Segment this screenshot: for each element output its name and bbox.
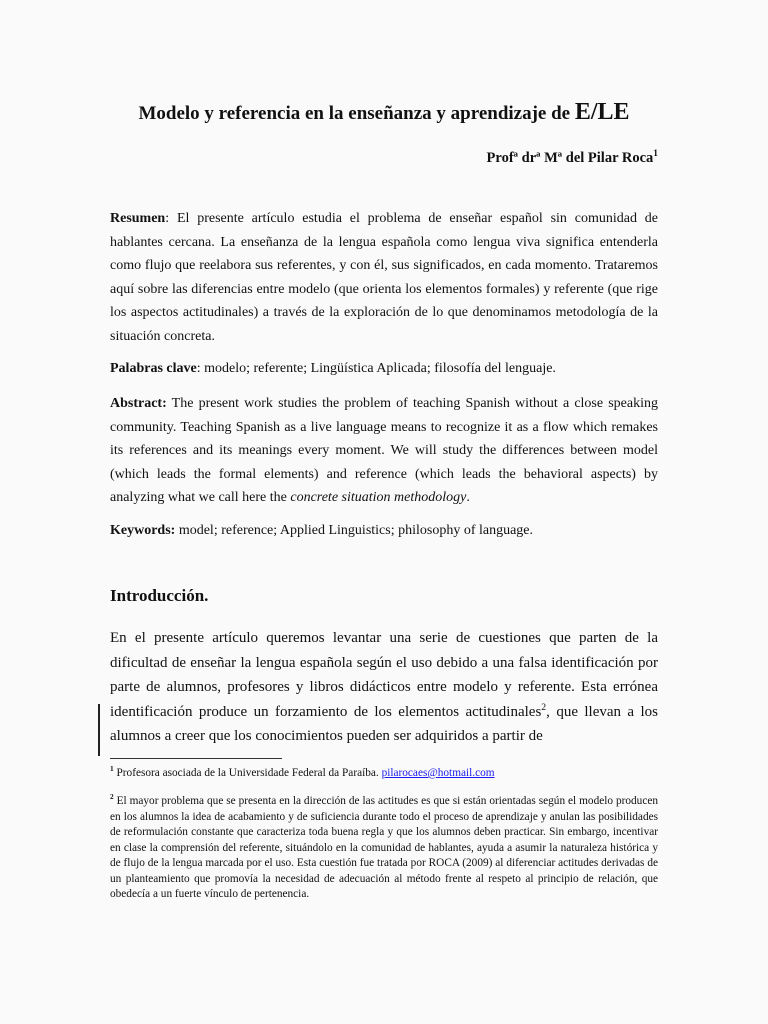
footnote-1-email-link[interactable]: pilarocaes@hotmail.com xyxy=(381,767,495,779)
section-heading-introduccion: Introducción. xyxy=(110,586,209,605)
palabras-clave-label: Palabras clave xyxy=(110,361,197,376)
footnote-separator xyxy=(110,758,282,759)
revision-bar xyxy=(98,704,100,756)
author-name: Profª drª Mª del Pilar Roca xyxy=(486,150,654,166)
intro-footnote-mark: 2 xyxy=(541,701,547,713)
palabras-clave-paragraph xyxy=(110,357,658,381)
abstract-paragraph xyxy=(110,392,658,510)
footnote-1-text: Profesora asociada de la Universidade Federal da Paraíba. xyxy=(113,767,382,779)
author-line xyxy=(487,150,658,167)
abstract-italic-term: concrete situation methodology xyxy=(290,490,467,505)
footnote-1-mark: 1 xyxy=(110,764,114,774)
footnote-2-text: El mayor problema que se presenta en la dirección de las actitudes es que si están orientadas según el modelo producen en los alumnos la idea de acabamiento y de suficiencia durante todo el proceso de aprendizaje y anulan las posibilidades de reformulación constante que caracteriza toda buena regla y que los alumnos deben practicar. Sin embargo, incentivar en clase la comprensión del referente, situándolo en la comunidad de hablantes, ayuda a asumir la naturaleza histórica y de flujo de la lengua marcada por el uso. Esta cuestión fue tratada por ROCA (2009) al diferenciar actitudes derivadas de un planteamiento que promovía la necesidad de adecuación al método frente al respeto al principio de relación, que obedecía a un fuerte vínculo de pertenencia. xyxy=(110,795,658,900)
intro-text-a: En el presente artículo queremos levantar una serie de cuestiones que parten de la dificultad de enseñar la lengua española según el uso debido a una falsa identificación por parte de alumnos, profesores y libros didácticos entre modelo y referente. Esta errónea identificación produce un forzamiento de los elementos actitudinales xyxy=(110,630,658,720)
footnote-2 xyxy=(110,794,658,903)
palabras-clave-text: : modelo; referente; Lingüística Aplicada; filosofía del lenguaje. xyxy=(196,361,556,376)
title-main: Modelo y referencia en la enseñanza y aprendizaje de xyxy=(138,102,575,124)
intro-text-b: , que llevan a los alumnos a creer que los conocimientos pueden ser adquiridos a partir de xyxy=(110,703,658,744)
resumen-paragraph xyxy=(110,207,658,348)
keywords-paragraph xyxy=(110,519,658,543)
resumen-label: Resumen xyxy=(110,211,166,226)
footnote-2-mark: 2 xyxy=(110,792,114,802)
intro-paragraph xyxy=(110,626,658,749)
keywords-label: Keywords: xyxy=(110,523,176,538)
title-emph: E/LE xyxy=(574,98,630,125)
abstract-text: The present work studies the problem of teaching Spanish without a close speaking community. Teaching Spanish as a live language means to recognize it as a flow which remakes its references and its meanings every moment. We will study the differences between model (which leads the formal elements) and reference (which leads the behavioral aspects) by analyzing what we call here the xyxy=(110,396,658,505)
author-footnote-mark: 1 xyxy=(653,149,658,160)
abstract-label: Abstract: xyxy=(110,396,167,411)
abstract-end: . xyxy=(466,490,470,505)
resumen-text: : El presente artículo estudia el problema de enseñar español sin comunidad de hablantes cercana. La enseñanza de la lengua española como lengua viva significa entenderla como flujo que reelabora sus referentes, y con él, sus significados, en cada momento. Trataremos aquí sobre las diferencias entre modelo (que orienta los elementos formales) y referente (que rige los aspectos actitudinales) a través de la exploración de lo que denominamos metodología de la situación concreta. xyxy=(110,211,658,344)
footnote-1 xyxy=(110,766,658,782)
paper-title xyxy=(0,99,768,126)
keywords-text: model; reference; Applied Linguistics; philosophy of language. xyxy=(175,523,534,538)
